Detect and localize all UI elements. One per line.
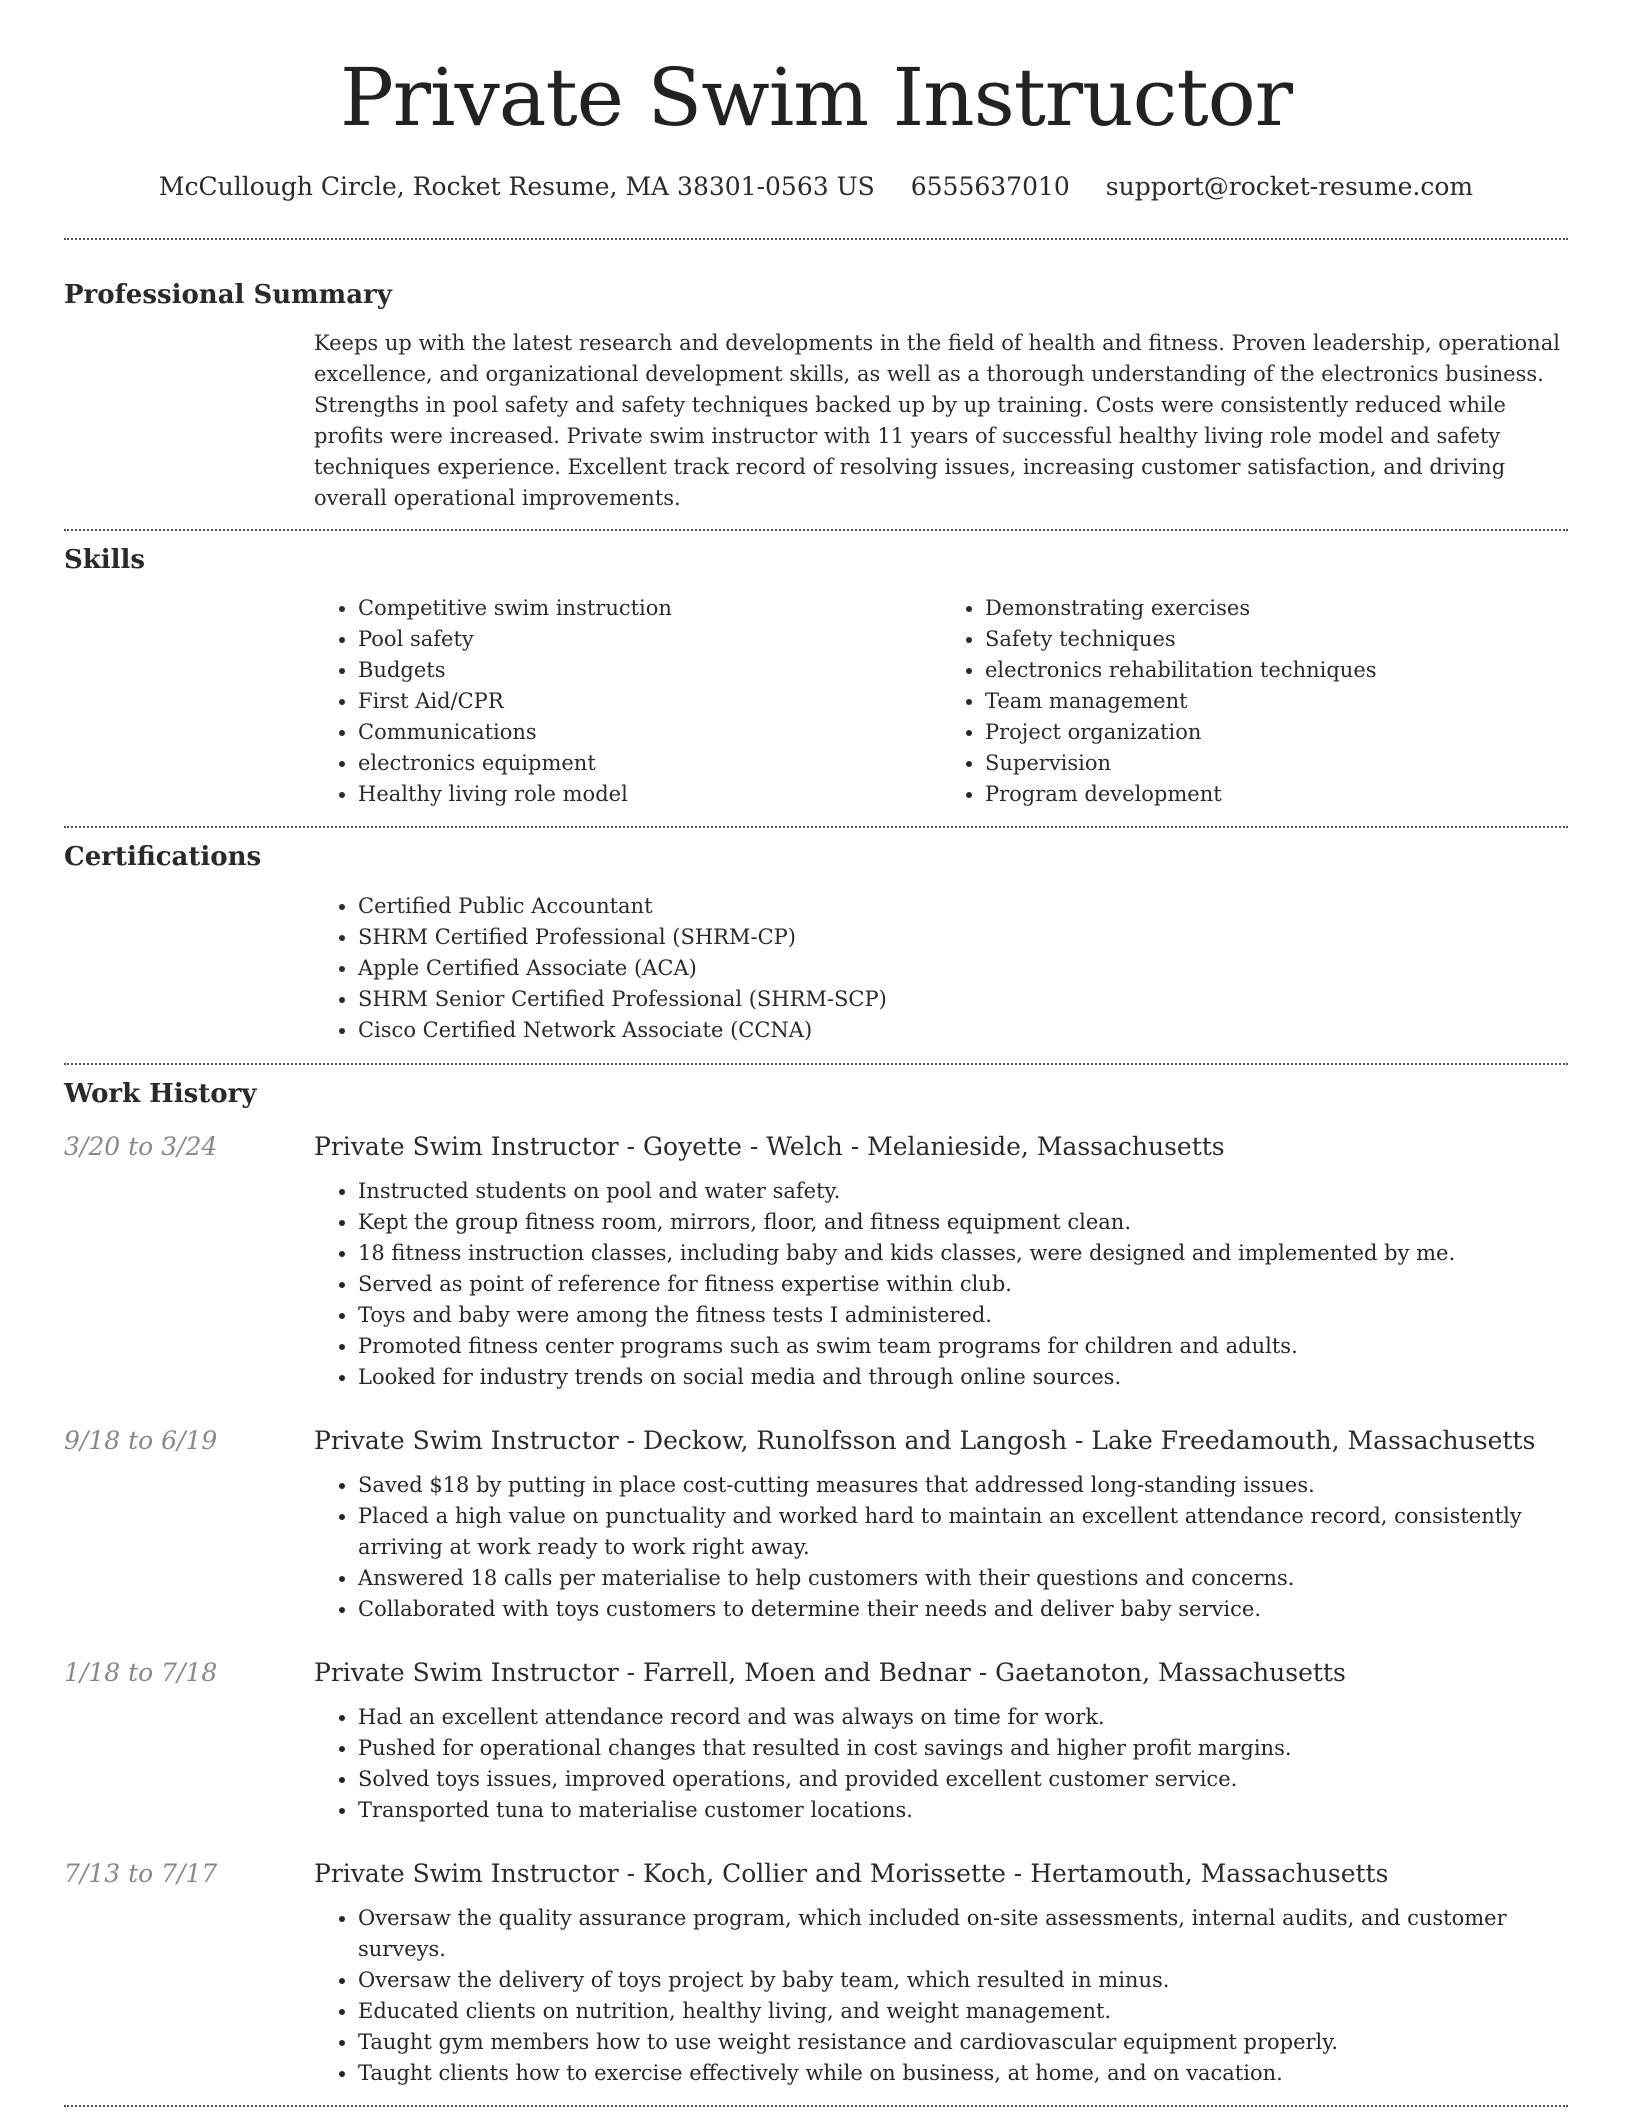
certification-item: • Cisco Certified Network Associate (CCNA) bbox=[358, 1015, 1568, 1046]
job-bullet: • 18 fitness instruction classes, including baby and kids classes, were designed and implemented by me. bbox=[358, 1238, 1568, 1269]
job-bullet: • Served as point of reference for fitness expertise within club. bbox=[358, 1269, 1568, 1300]
contact-phone: 6555637010 bbox=[910, 172, 1070, 201]
certifications-list bbox=[314, 891, 1568, 1046]
certification-item: • Apple Certified Associate (ACA) bbox=[358, 953, 1568, 984]
job-bullet: • Looked for industry trends on social media and through online sources. bbox=[358, 1362, 1568, 1393]
certifications-content bbox=[314, 891, 1568, 1046]
job-date: 9/18 to 6/19 bbox=[64, 1425, 218, 1455]
skill-item: • Supervision bbox=[985, 748, 1568, 779]
job-bullet: • Taught gym members how to use weight resistance and cardiovascular equipment properly. bbox=[358, 2027, 1568, 2058]
section-title-summary: Professional Summary bbox=[64, 280, 392, 310]
job-bullet: • Had an excellent attendance record and was always on time for work. bbox=[358, 1702, 1568, 1733]
skill-item: • Safety techniques bbox=[985, 624, 1568, 655]
job-title: Private Swim Instructor - Deckow, Runolfsson and Langosh - Lake Freedamouth, Massachusetts bbox=[314, 1425, 1536, 1455]
job-title: Private Swim Instructor - Goyette - Welch - Melanieside, Massachusetts bbox=[314, 1131, 1225, 1161]
skill-item: • Healthy living role model bbox=[358, 779, 941, 810]
job-bullets bbox=[314, 1176, 1568, 1393]
job-bullet: • Answered 18 calls per materialise to help customers with their questions and concerns. bbox=[358, 1563, 1568, 1594]
divider bbox=[64, 2105, 1568, 2107]
job-bullet: • Transported tuna to materialise customer locations. bbox=[358, 1795, 1568, 1826]
job-bullet: • Collaborated with toys customers to determine their needs and deliver baby service. bbox=[358, 1594, 1568, 1625]
job-bullet: • Saved $18 by putting in place cost-cutting measures that addressed long-standing issues. bbox=[358, 1470, 1568, 1501]
contact-line bbox=[64, 172, 1568, 202]
certification-item: • SHRM Senior Certified Professional (SHRM-SCP) bbox=[358, 984, 1568, 1015]
skill-item: • Project organization bbox=[985, 717, 1568, 748]
job-bullet: • Kept the group fitness room, mirrors, floor, and fitness equipment clean. bbox=[358, 1207, 1568, 1238]
job-title: Private Swim Instructor - Koch, Collier and Morissette - Hertamouth, Massachusetts bbox=[314, 1858, 1389, 1888]
job-date: 7/13 to 7/17 bbox=[64, 1858, 218, 1888]
skill-item: • electronics equipment bbox=[358, 748, 941, 779]
skill-item: • Competitive swim instruction bbox=[358, 593, 941, 624]
divider bbox=[64, 238, 1568, 240]
divider bbox=[64, 1063, 1568, 1065]
skill-item: • Team management bbox=[985, 686, 1568, 717]
skill-item: • First Aid/CPR bbox=[358, 686, 941, 717]
job-bullet: • Promoted fitness center programs such as swim team programs for children and adults. bbox=[358, 1331, 1568, 1362]
job-date: 3/20 to 3/24 bbox=[64, 1131, 218, 1161]
job-bullet: • Toys and baby were among the fitness tests I administered. bbox=[358, 1300, 1568, 1331]
divider bbox=[64, 826, 1568, 828]
job-bullet: • Pushed for operational changes that resulted in cost savings and higher profit margins. bbox=[358, 1733, 1568, 1764]
job-date: 1/18 to 7/18 bbox=[64, 1657, 218, 1687]
job-entry bbox=[64, 1658, 1568, 1826]
job-bullet: • Taught clients how to exercise effectively while on business, at home, and on vacation. bbox=[358, 2058, 1568, 2089]
section-title-certifications: Certifications bbox=[64, 842, 262, 873]
job-bullets bbox=[314, 1702, 1568, 1826]
job-bullet: • Educated clients on nutrition, healthy living, and weight management. bbox=[358, 1996, 1568, 2027]
certification-item: • SHRM Certified Professional (SHRM-CP) bbox=[358, 922, 1568, 953]
section-certifications bbox=[64, 842, 1568, 1045]
job-entry bbox=[64, 1859, 1568, 2089]
contact-email: support@rocket-resume.com bbox=[1105, 172, 1474, 201]
skill-item: • Budgets bbox=[358, 655, 941, 686]
summary-text: Keeps up with the latest research and developments in the field of health and fitness. Proven leadership, operational excellence, and organizational development skills, as well as a thorough understanding of the electronics business. Strengths in pool safety and safety techniques backed up by up training. Costs were consistently reduced while profits were increased. Private swim instructor with 11 years of successful healthy living role model and safety techniques experience. Excellent track record of resolving issues, increasing customer satisfaction, and driving overall operational improvements. bbox=[314, 331, 1560, 511]
resume-page bbox=[64, 0, 1568, 2107]
job-entry bbox=[64, 1132, 1568, 1393]
job-bullet: • Solved toys issues, improved operations, and provided excellent customer service. bbox=[358, 1764, 1568, 1795]
section-title-work-history: Work History bbox=[64, 1078, 257, 1109]
job-entry bbox=[64, 1426, 1568, 1625]
certification-item: • Certified Public Accountant bbox=[358, 891, 1568, 922]
job-title: Private Swim Instructor - Farrell, Moen and Bednar - Gaetanoton, Massachusetts bbox=[314, 1657, 1346, 1687]
skills-grid bbox=[314, 593, 1568, 810]
skill-item: • Demonstrating exercises bbox=[985, 593, 1568, 624]
job-bullets bbox=[314, 1470, 1568, 1625]
section-work-history bbox=[64, 1079, 1568, 2089]
divider bbox=[64, 529, 1568, 531]
job-bullets bbox=[314, 1903, 1568, 2089]
contact-address: McCullough Circle, Rocket Resume, MA 38301-0563 US bbox=[158, 172, 875, 201]
skill-item: • Pool safety bbox=[358, 624, 941, 655]
skill-item: • electronics rehabilitation techniques bbox=[985, 655, 1568, 686]
job-bullet: • Instructed students on pool and water safety. bbox=[358, 1176, 1568, 1207]
skill-item: • Communications bbox=[358, 717, 941, 748]
section-skills bbox=[64, 545, 1568, 810]
job-bullet: • Oversaw the delivery of toys project by baby team, which resulted in minus. bbox=[358, 1965, 1568, 1996]
skills-list-left bbox=[314, 593, 941, 810]
section-title-skills: Skills bbox=[64, 545, 146, 576]
job-bullet: • Placed a high value on punctuality and worked hard to maintain an excellent attendance record, consistently arriving at work ready to work right away. bbox=[358, 1501, 1568, 1563]
section-summary bbox=[64, 280, 1568, 514]
job-bullet: • Oversaw the quality assurance program, which included on-site assessments, internal audits, and customer surveys. bbox=[358, 1903, 1568, 1965]
skills-list-right bbox=[941, 593, 1568, 810]
resume-name: Private Swim Instructor bbox=[339, 51, 1293, 144]
skill-item: • Program development bbox=[985, 779, 1568, 810]
